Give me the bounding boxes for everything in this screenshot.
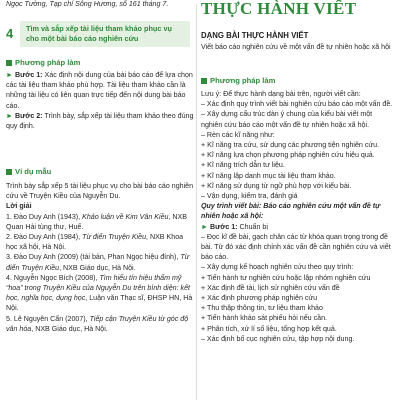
reference-title: Khảo luận về Kim Vân Kiều: [82, 212, 169, 221]
top-line-text: Ngọc Tường, Tạp chí Sông Hương, số 161 tháng 7.: [6, 0, 169, 8]
right-body: [201, 89, 394, 344]
reference-author: 4. Nguyễn Ngọc Bích (2008),: [6, 273, 100, 282]
reference-list: [6, 212, 194, 334]
arrow-icon: ►: [6, 111, 14, 120]
reference-title: Từ điển Truyện Kiều: [6, 253, 190, 272]
step2-paragraph: [6, 111, 194, 131]
page-title-text: THỰC HÀNH VIẾT: [201, 0, 357, 18]
method-heading-text: Phương pháp làm: [15, 58, 81, 67]
reference-title: Tiếp cận Truyện Kiều từ góc độ văn hóa: [6, 314, 189, 333]
method-body: [6, 70, 194, 131]
intro: [201, 42, 394, 52]
buoc1-line: [201, 222, 394, 232]
method-line: – Xây dựng cấu trúc dàn ý chung của kiểu bài viết một nghiên cứu báo cáo một vấn đề tự nhiên hoặc xã hội.: [201, 110, 373, 129]
method-lines: [201, 89, 394, 201]
prep-line: + Tiến hành tư nghiên cứu hoặc lập nhóm nghiên cứu: [201, 273, 371, 282]
task-title: Tìm và sắp xếp tài liệu tham khảo phục vụ cho một bài báo cáo nghiên cứu: [20, 21, 190, 47]
reference-author: 3. Đào Duy Anh (2009) (tái bản, Phan Ngọc hiệu đính),: [6, 253, 181, 262]
method-line: + Kĩ năng trích dẫn tư liệu.: [201, 161, 285, 170]
top-line: [6, 0, 194, 9]
reference-item: [6, 212, 194, 232]
task-banner: [6, 21, 194, 47]
reference-item: [6, 314, 194, 334]
method-line: – Rèn các kĩ năng như:: [201, 130, 275, 139]
example-heading: [6, 167, 194, 177]
method-line: – Vận dụng, kiểm tra, đánh giá: [201, 192, 298, 201]
square-bullet-icon: [6, 169, 12, 175]
prep-line: + Thu thập thông tin, tư liệu tham khảo: [201, 304, 323, 313]
example-heading-text: Ví dụ mẫu: [15, 167, 52, 176]
answer-label: Lời giải: [6, 202, 32, 211]
subtitle: [201, 31, 394, 41]
square-bullet-icon: [201, 78, 207, 84]
method-line: + Kĩ năng sử dụng từ ngữ phù hợp với kiểu bài.: [201, 181, 352, 190]
buoc1-text: Chuẩn bị: [239, 222, 268, 231]
prep-line: – Đọc kĩ đề bài, gạch chân các từ khóa quan trọng trong đề bài. Từ đó xác định chính xác vấn đề cần nghiên cứu và viết báo cáo.: [201, 232, 391, 262]
method-line: – Xác định quy trình viết bài nghiên cứu báo cáo một vấn đề.: [201, 100, 393, 109]
step1-label: Bước 1:: [15, 71, 43, 79]
arrow-icon: ►: [6, 71, 14, 79]
page-title: [201, 0, 394, 18]
column-divider: [196, 4, 197, 400]
prep-line: + Tiến hành khảo sát phiếu hỏi nếu cần.: [201, 314, 328, 323]
step1-paragraph: [6, 70, 194, 111]
method-line: + Kĩ năng lập danh mục tài liệu tham khảo.: [201, 171, 336, 180]
reference-author: 5. Lê Nguyên Cẩn (2007),: [6, 314, 90, 323]
reference-item: [6, 232, 194, 252]
reference-title: Từ điển Truyện Kiều: [82, 233, 147, 242]
method-line: + Kĩ năng tra cứu, sử dụng các phương tiện nghiên cứu.: [201, 141, 380, 150]
reference-publisher: , NXB Giáo dục, Hà Nội.: [31, 324, 108, 333]
task-number: 4: [6, 25, 14, 41]
step2-label: Bước 2:: [15, 111, 43, 120]
buoc1-label: Bước 1:: [210, 222, 238, 231]
step1-text: Xác định nội dung của bài báo cáo để lựa chọn các tài liệu tham khảo phù hợp. Tài liệu tham khảo cần là những tài liệu có liên quan trực tiếp đến nội dung bài báo cáo.: [6, 71, 193, 110]
prep-lines: [201, 232, 394, 344]
prep-line: + Phân tích, xử lí số liệu, tổng hợp kết quả.: [201, 324, 337, 333]
process-heading: Quy trình viết bài: Báo cáo nghiên cứu một vấn đề tự nhiên hoặc xã hội:: [201, 202, 381, 221]
reference-publisher: , NXB Khoa học xã hội, Hà Nội.: [6, 233, 184, 252]
method-heading: [6, 58, 194, 68]
intro-text: Viết báo cáo nghiên cứu về một vấn đề tự nhiên hoặc xã hội: [201, 43, 391, 51]
reference-item: [6, 252, 194, 272]
method-line: Lưu ý: Để thực hành dạng bài trên, người viết cần:: [201, 90, 361, 98]
reference-author: 1. Đào Duy Anh (1943),: [6, 212, 83, 221]
reference-publisher: , Luận văn Thạc sĩ, ĐHSP HN, Hà Nội.: [6, 294, 193, 313]
reference-title: Tìm hiểu tín hiệu thẩm mỹ “hoa” trong Truyện Kiều của Nguyễn Du trên bình diện: kết học, nghĩa học, dụng học: [6, 273, 191, 303]
subtitle-text: DẠNG BÀI THỰC HÀNH VIẾT: [201, 31, 309, 40]
reference-item: [6, 273, 194, 314]
reference-author: 2. Đào Duy Anh (1984),: [6, 233, 83, 242]
prep-line: + Xác định phương pháp nghiên cứu: [201, 294, 318, 303]
example-body: [6, 181, 194, 334]
right-method-heading-text: Phương pháp làm: [210, 76, 276, 85]
square-bullet-icon: [6, 60, 12, 66]
right-method-heading: [201, 76, 394, 86]
prep-line: – Xác định bố cục nghiên cứu, tập hợp nội dung.: [201, 334, 355, 343]
reference-publisher: , NXB Quan Hải tùng thư, Huế.: [6, 212, 188, 231]
prep-line: – Xây dựng kế hoạch nghiên cứu theo quy trình:: [201, 263, 354, 272]
example-intro: Trình bày sắp xếp 5 tài liệu phục vụ cho bài báo cáo nghiên cứu về Truyện Kiều của Nguyễn Du.: [6, 182, 194, 201]
method-line: + Kĩ năng lựa chọn phương pháp nghiên cứu hiệu quả.: [201, 151, 375, 160]
step2-text: Trình bày, sắp xếp tài liệu tham khảo theo đúng quy định.: [6, 111, 194, 131]
reference-publisher: , NXB Giáo dục, Hà Nội.: [59, 263, 136, 272]
prep-line: + Xác định đề tài, lịch sử nghiên cứu vấn đề: [201, 283, 340, 292]
arrow-icon: ►: [201, 222, 209, 231]
